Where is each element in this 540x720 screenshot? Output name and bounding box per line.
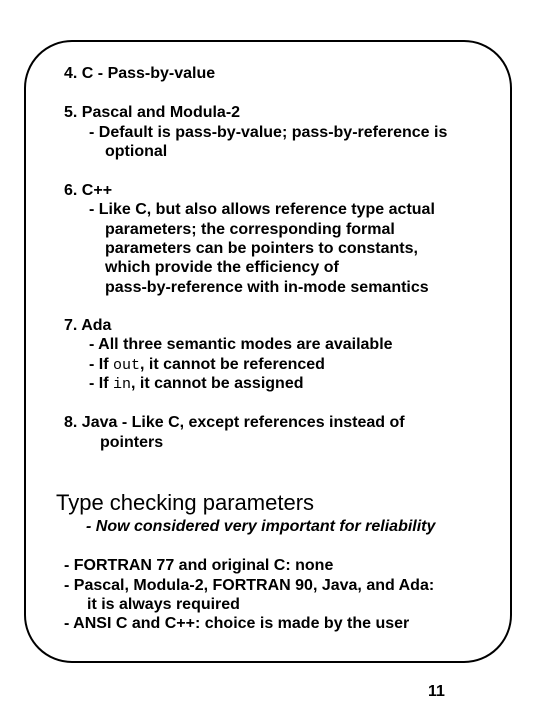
section-line-3: it is always required — [87, 596, 240, 613]
item-6-line-5: pass-by-reference with in-mode semantics — [105, 279, 429, 296]
item-7-line-out — [89, 355, 325, 375]
item-6-heading: 6. C++ — [64, 182, 113, 199]
item-7-out-suffix: , it cannot be referenced — [140, 356, 325, 373]
item-7-out-prefix: - If — [89, 356, 113, 373]
item-6-line-1: - Like C, but also allows reference type actual — [89, 201, 435, 218]
item-7-line-in — [89, 374, 304, 394]
section-line-1: - FORTRAN 77 and original C: none — [64, 557, 334, 574]
item-8-line-1: pointers — [100, 434, 164, 451]
section-line-4: - ANSI C and C++: choice is made by the user — [64, 615, 410, 632]
item-6-line-2: parameters; the corresponding formal — [105, 221, 395, 238]
section-line-2: - Pascal, Modula-2, FORTRAN 90, Java, and Ada: — [64, 577, 435, 594]
item-5-line-1: - Default is pass-by-value; pass-by-reference is — [89, 124, 448, 141]
item-6-line-4: which provide the efficiency of — [105, 259, 339, 276]
section-title: Type checking parameters — [56, 490, 315, 515]
item-4-heading: 4. C - Pass-by-value — [64, 65, 216, 82]
item-7-in-code: in — [113, 376, 132, 393]
item-5-heading: 5. Pascal and Modula-2 — [64, 104, 241, 121]
page-number: 11 — [428, 683, 445, 700]
item-7-in-suffix: , it cannot be assigned — [131, 375, 304, 392]
item-7-heading: 7. Ada — [64, 317, 112, 334]
item-7-out-code: out — [113, 357, 141, 374]
item-7-line-1: - All three semantic modes are available — [89, 336, 393, 353]
item-5-line-2: optional — [105, 143, 168, 160]
item-7-in-prefix: - If — [89, 375, 113, 392]
section-subtitle: - Now considered very important for reliability — [86, 518, 436, 535]
item-8-heading: 8. Java - Like C, except references instead of — [64, 414, 405, 431]
item-6-line-3: parameters can be pointers to constants, — [105, 240, 418, 257]
